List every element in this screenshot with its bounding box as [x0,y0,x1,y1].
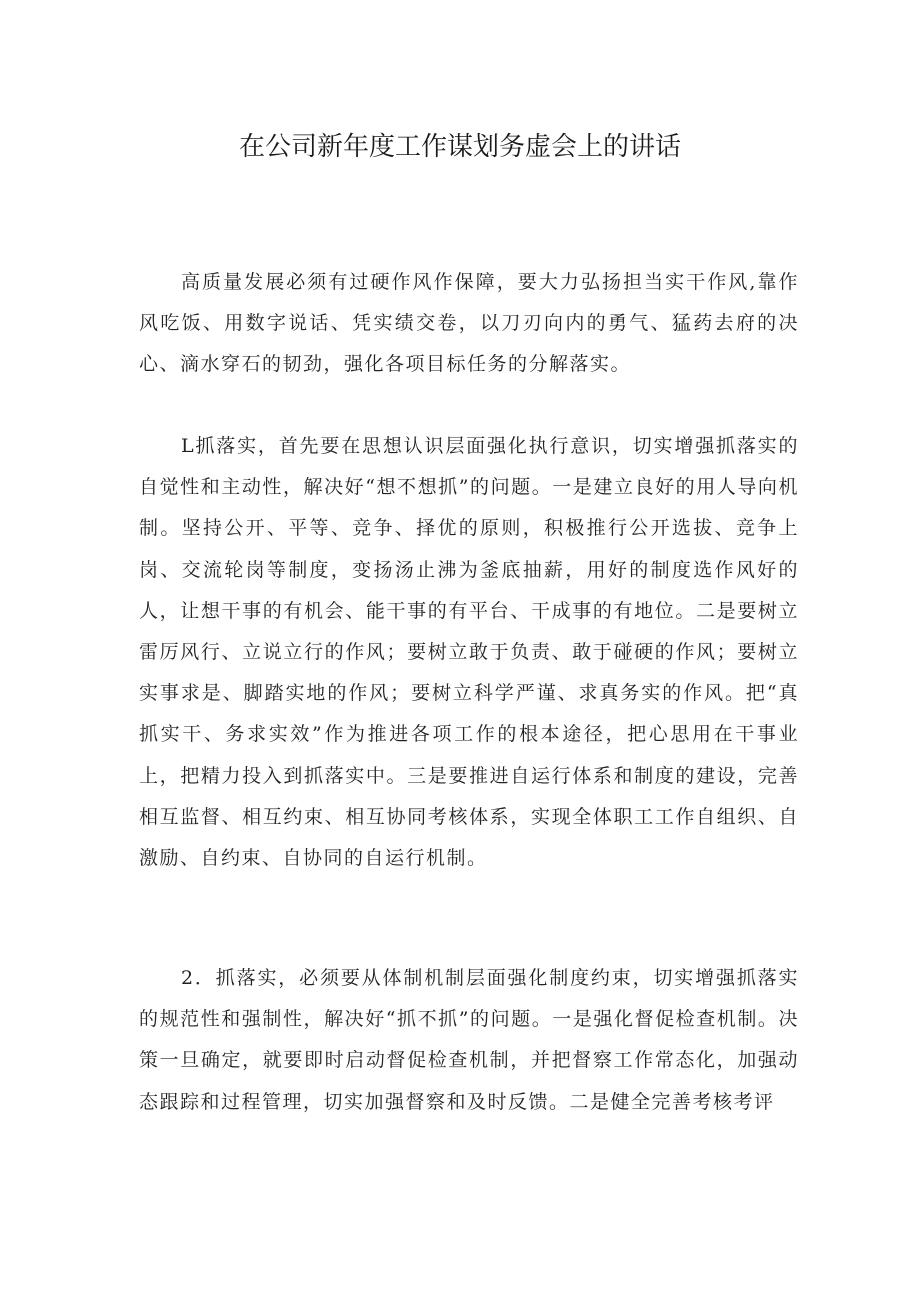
document-title: 在公司新年度工作谋划务虚会上的讲话 [238,132,681,162]
paragraph-intro: 高质量发展必须有过硬作风作保障，要大力弘扬担当实干作风,靠作风吃饭、用数字说话、凭实绩交卷，以刀刃向内的勇气、猛药去府的决心、滴水穿石的韧劲，强化各项目标任务的分解落实。 [139,271,799,376]
paragraph-section-2: 2．抓落实，必须要从体制机制层面强化制度约束，切实增强抓落实的规范性和强制性，解决好“抓不抓”的问题。一是强化督促检查机制。决策一旦确定，就要即时启动督促检查机制，并把督察工作常态化，加强动态跟踪和过程管理，切实加强督察和及时反馈。二是健全完善考核考评 [139,967,799,1113]
paragraph-section-1: L抓落实，首先要在思想认识层面强化执行意识，切实增强抓落实的自觉性和主动性，解决好“想不想抓”的问题。一是建立良好的用人导向机制。坚持公开、平等、竞争、择优的原则，积极推行公开选拔、竞争上岗、交流轮岗等制度，变扬汤止沸为釜底抽薪，用好的制度选作风好的人，让想干事的有机会、能干事的有平台、干成事的有地位。二是要树立雷厉风行、立说立行的作风；要树立敢于负责、敢于碰硬的作风；要树立实事求是、脚踏实地的作风；要树立科学严谨、求真务实的作风。把“真抓实干、务求实效”作为推进各项工作的根本途径，把心思用在干事业上，把精力投入到抓落实中。三是要推进自运行体系和制度的建设，完善相互监督、相互约束、相互协同考核体系，实现全体职工工作自组织、自激励、自约束、自协同的自运行机制。 [139,435,799,870]
